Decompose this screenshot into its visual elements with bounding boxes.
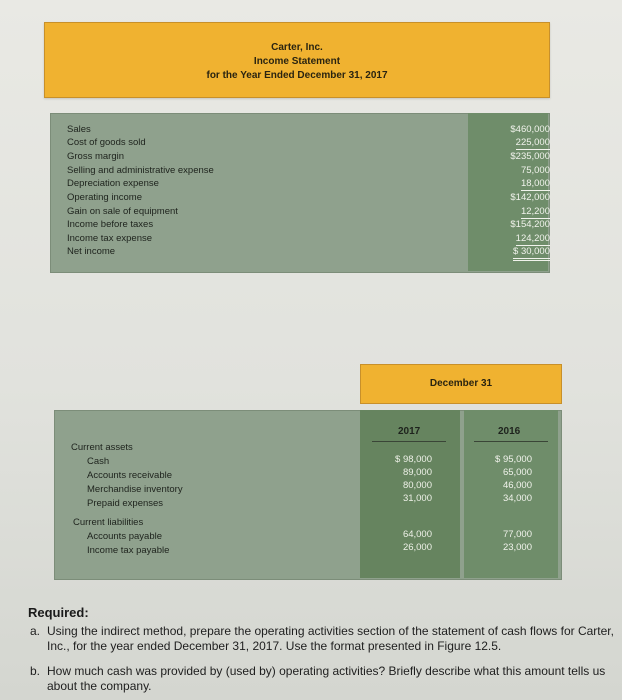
bs-2016-cash: $ 95,000 [495,454,532,465]
bs-2016-accounts-receivable: 65,000 [502,467,532,478]
bs-2017-cash: $ 98,000 [395,454,432,465]
bs-2017-income-tax-payable: 26,000 [402,542,432,553]
statement-title: Income Statement [253,56,341,67]
current-assets-heading: Current assets [71,442,133,453]
is-value-income-before-taxes: $154,200 [510,219,550,230]
is-label-gain-on-sale: Gain on sale of equipment [67,206,178,217]
bs-label-merchandise-inventory: Merchandise inventory [87,484,183,495]
bs-2017-prepaid-expenses: 31,000 [402,493,432,504]
company-name: Carter, Inc. [271,42,323,53]
is-value-depreciation: 18,000 [520,178,550,189]
bs-2016-accounts-payable: 77,000 [502,529,532,540]
bs-2016-merchandise-inventory: 46,000 [502,480,532,491]
is-label-depreciation: Depreciation expense [67,178,159,189]
december-31-label: December 31 [429,378,493,389]
is-value-gain-on-sale: 12,200 [520,206,550,217]
is-value-operating-income: $142,000 [510,192,550,203]
bs-label-cash: Cash [87,456,110,467]
is-label-cogs: Cost of goods sold [67,137,146,148]
is-value-sales: $460,000 [510,124,550,135]
required-item-b-text: How much cash was provided by (used by) operating activities? Briefly describe what this amount tells us about the company. [47,664,606,693]
bs-2017-accounts-receivable: 89,000 [402,467,432,478]
is-value-cogs: 225,000 [515,137,550,148]
is-label-income-tax: Income tax expense [67,233,153,244]
bs-label-accounts-receivable: Accounts receivable [87,470,173,481]
bs-label-prepaid-expenses: Prepaid expenses [87,498,164,509]
income-statement-title-box [44,22,550,98]
required-item-a-text: Using the indirect method, prepare the operating activities section of the statement of cash flows for Carter, Inc., for the year ended December 31, 2017. Use the format presented in Figure 12.5. [47,624,614,653]
column-header-2017: 2017 [398,426,421,437]
bs-2017-accounts-payable: 64,000 [402,529,432,540]
divider-2016 [474,441,548,442]
bs-label-accounts-payable: Accounts payable [87,531,162,542]
required-item-a-letter: a. [30,624,41,638]
is-label-gross-margin: Gross margin [67,151,125,162]
divider-2017 [372,441,446,442]
bs-2016-income-tax-payable: 23,000 [502,542,532,553]
is-label-operating-income: Operating income [67,192,142,203]
december-31-header-box [360,364,562,404]
bs-label-income-tax-payable: Income tax payable [87,545,170,556]
is-value-gross-margin: $235,000 [510,151,550,162]
is-label-selling-admin: Selling and administrative expense [67,165,214,176]
is-value-income-tax: 124,200 [515,233,550,244]
is-label-sales: Sales [67,124,91,135]
required-heading: Required: [28,605,89,620]
statement-period: for the Year Ended December 31, 2017 [206,70,388,81]
is-label-income-before-taxes: Income before taxes [67,219,154,230]
bs-2017-merchandise-inventory: 80,000 [402,480,432,491]
is-label-net-income: Net income [67,246,116,257]
bs-2016-prepaid-expenses: 34,000 [502,493,532,504]
is-value-selling-admin: 75,000 [520,165,550,176]
current-liabilities-heading: Current liabilities [73,517,144,528]
required-item-b-letter: b. [30,664,41,678]
is-value-net-income: $ 30,000 [513,246,550,261]
column-header-2016: 2016 [498,426,521,437]
